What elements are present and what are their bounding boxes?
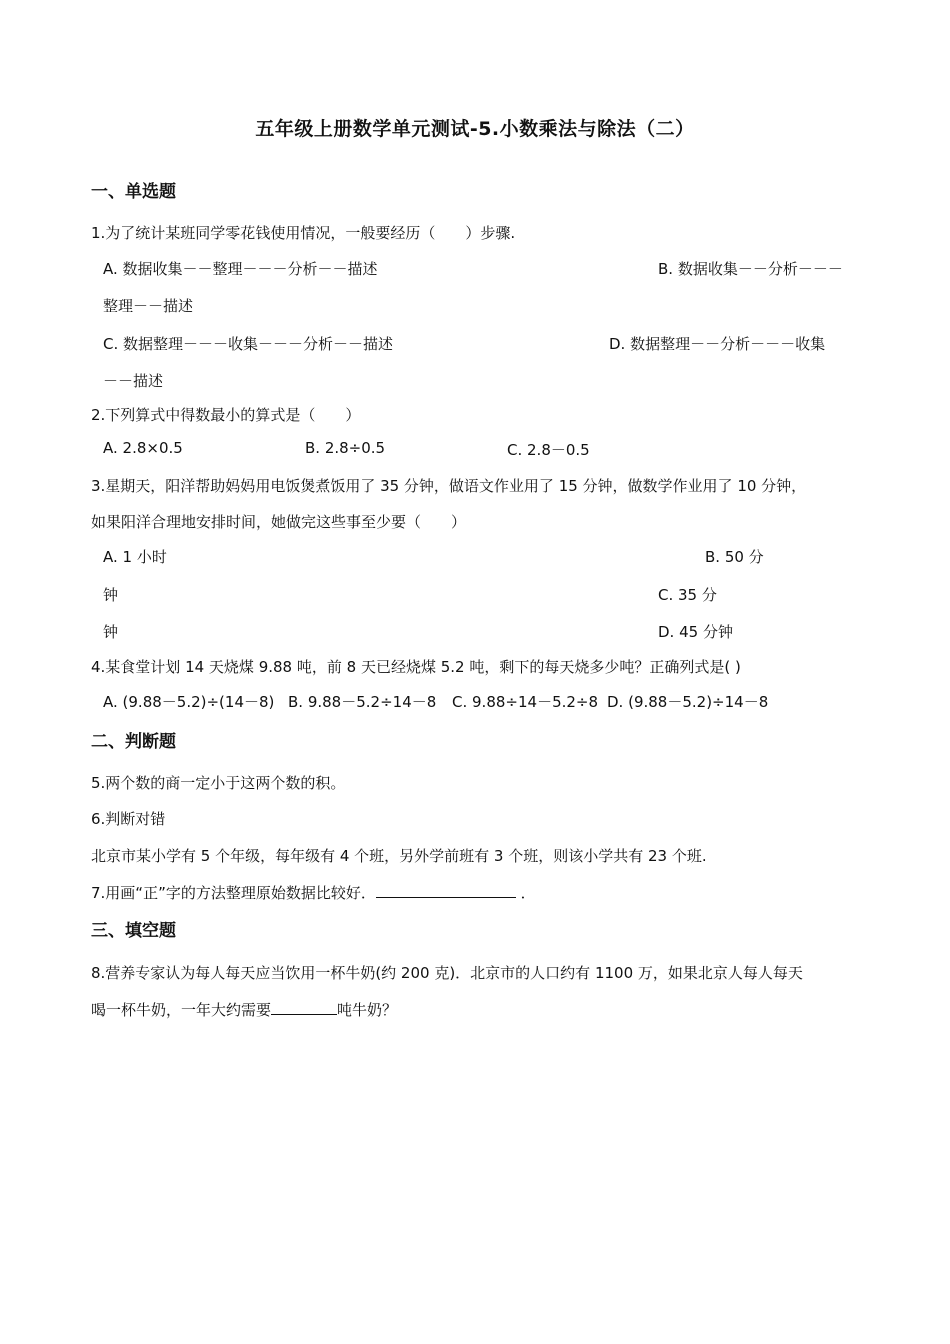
question-1-option-a[interactable]: A. 数据收集－－整理－－－分析－－描述 (103, 260, 378, 278)
question-4-option-a[interactable]: A. (9.88－5.2)÷(14－8) (103, 693, 275, 711)
question-8-answer-blank[interactable] (271, 999, 337, 1015)
page-title: 五年级上册数学单元测试-5.小数乘法与除法（二） (255, 118, 695, 140)
question-4-option-d[interactable]: D. (9.88－5.2)÷14－8 (607, 693, 769, 711)
question-1-text: 1.为了统计某班同学零花钱使用情况，一般要经历（ ）步骤. (91, 224, 516, 242)
section-heading-single-choice: 一、单选题 (91, 182, 176, 202)
question-3-option-c[interactable]: C. 35 分 (658, 586, 717, 604)
question-1-option-d-continued[interactable]: －－描述 (103, 372, 164, 390)
question-7-text: 7.用画“正”字的方法整理原始数据比较好． (91, 884, 376, 902)
question-8-line-2 (91, 999, 397, 1020)
question-3-text-line-2: 如果阳洋合理地安排时间，她做完这些事至少要（ ） (91, 513, 467, 531)
question-1-option-b[interactable]: B. 数据收集－－分析－－－ (658, 260, 843, 278)
question-3-option-c-continued[interactable]: 钟 (103, 623, 119, 641)
question-8-text-post: 吨牛奶？ (337, 1001, 398, 1019)
question-8-text-pre: 喝一杯牛奶，一年大约需要 (91, 1001, 272, 1019)
question-1-option-b-continued[interactable]: 整理－－描述 (103, 297, 194, 315)
question-6-detail: 北京市某小学有 5 个年级，每年级有 4 个班，另外学前班有 3 个班，则该小学共有 23 个班. (91, 847, 707, 865)
question-2-option-a[interactable]: A. 2.8×0.5 (103, 439, 183, 457)
question-2-option-b[interactable]: B. 2.8÷0.5 (305, 439, 386, 457)
question-7-answer-blank[interactable] (376, 882, 516, 898)
question-3-option-a[interactable]: A. 1 小时 (103, 548, 167, 566)
question-5-text: 5.两个数的商一定小于这两个数的积。 (91, 774, 346, 792)
question-2-option-c[interactable]: C. 2.8－0.5 (507, 441, 590, 459)
question-6-text: 6.判断对错 (91, 810, 166, 828)
question-3-option-b[interactable]: B. 50 分 (705, 548, 764, 566)
question-1-option-d[interactable]: D. 数据整理－－分析－－－收集 (609, 335, 826, 353)
question-4-text: 4.某食堂计划 14 天烧煤 9.88 吨，前 8 天已经烧煤 5.2 吨，剩下的每天烧多少吨？正确列式是( ) (91, 658, 741, 676)
section-heading-true-false: 二、判断题 (91, 732, 176, 752)
question-3-option-b-continued[interactable]: 钟 (103, 586, 119, 604)
question-2-text: 2.下列算式中得数最小的算式是（ ） (91, 406, 361, 424)
question-7-line (91, 882, 536, 903)
question-8-text-line-1: 8.营养专家认为每人每天应当饮用一杯牛奶(约 200 克)．北京市的人口约有 1100 万，如果北京人每人每天 (91, 964, 803, 982)
question-3-text-line-1: 3.星期天，阳洋帮助妈妈用电饭煲煮饭用了 35 分钟，做语文作业用了 15 分钟，做数学作业用了 10 分钟， (91, 477, 807, 495)
question-1-option-c[interactable]: C. 数据整理－－－收集－－－分析－－描述 (103, 335, 394, 353)
question-4-option-b[interactable]: B. 9.88－5.2÷14－8 (288, 693, 437, 711)
section-heading-fill-blank: 三、填空题 (91, 921, 176, 941)
question-4-option-c[interactable]: C. 9.88÷14－5.2÷8 (452, 693, 599, 711)
question-3-option-d[interactable]: D. 45 分钟 (658, 623, 733, 641)
question-7-end-punct: ． (520, 884, 536, 902)
